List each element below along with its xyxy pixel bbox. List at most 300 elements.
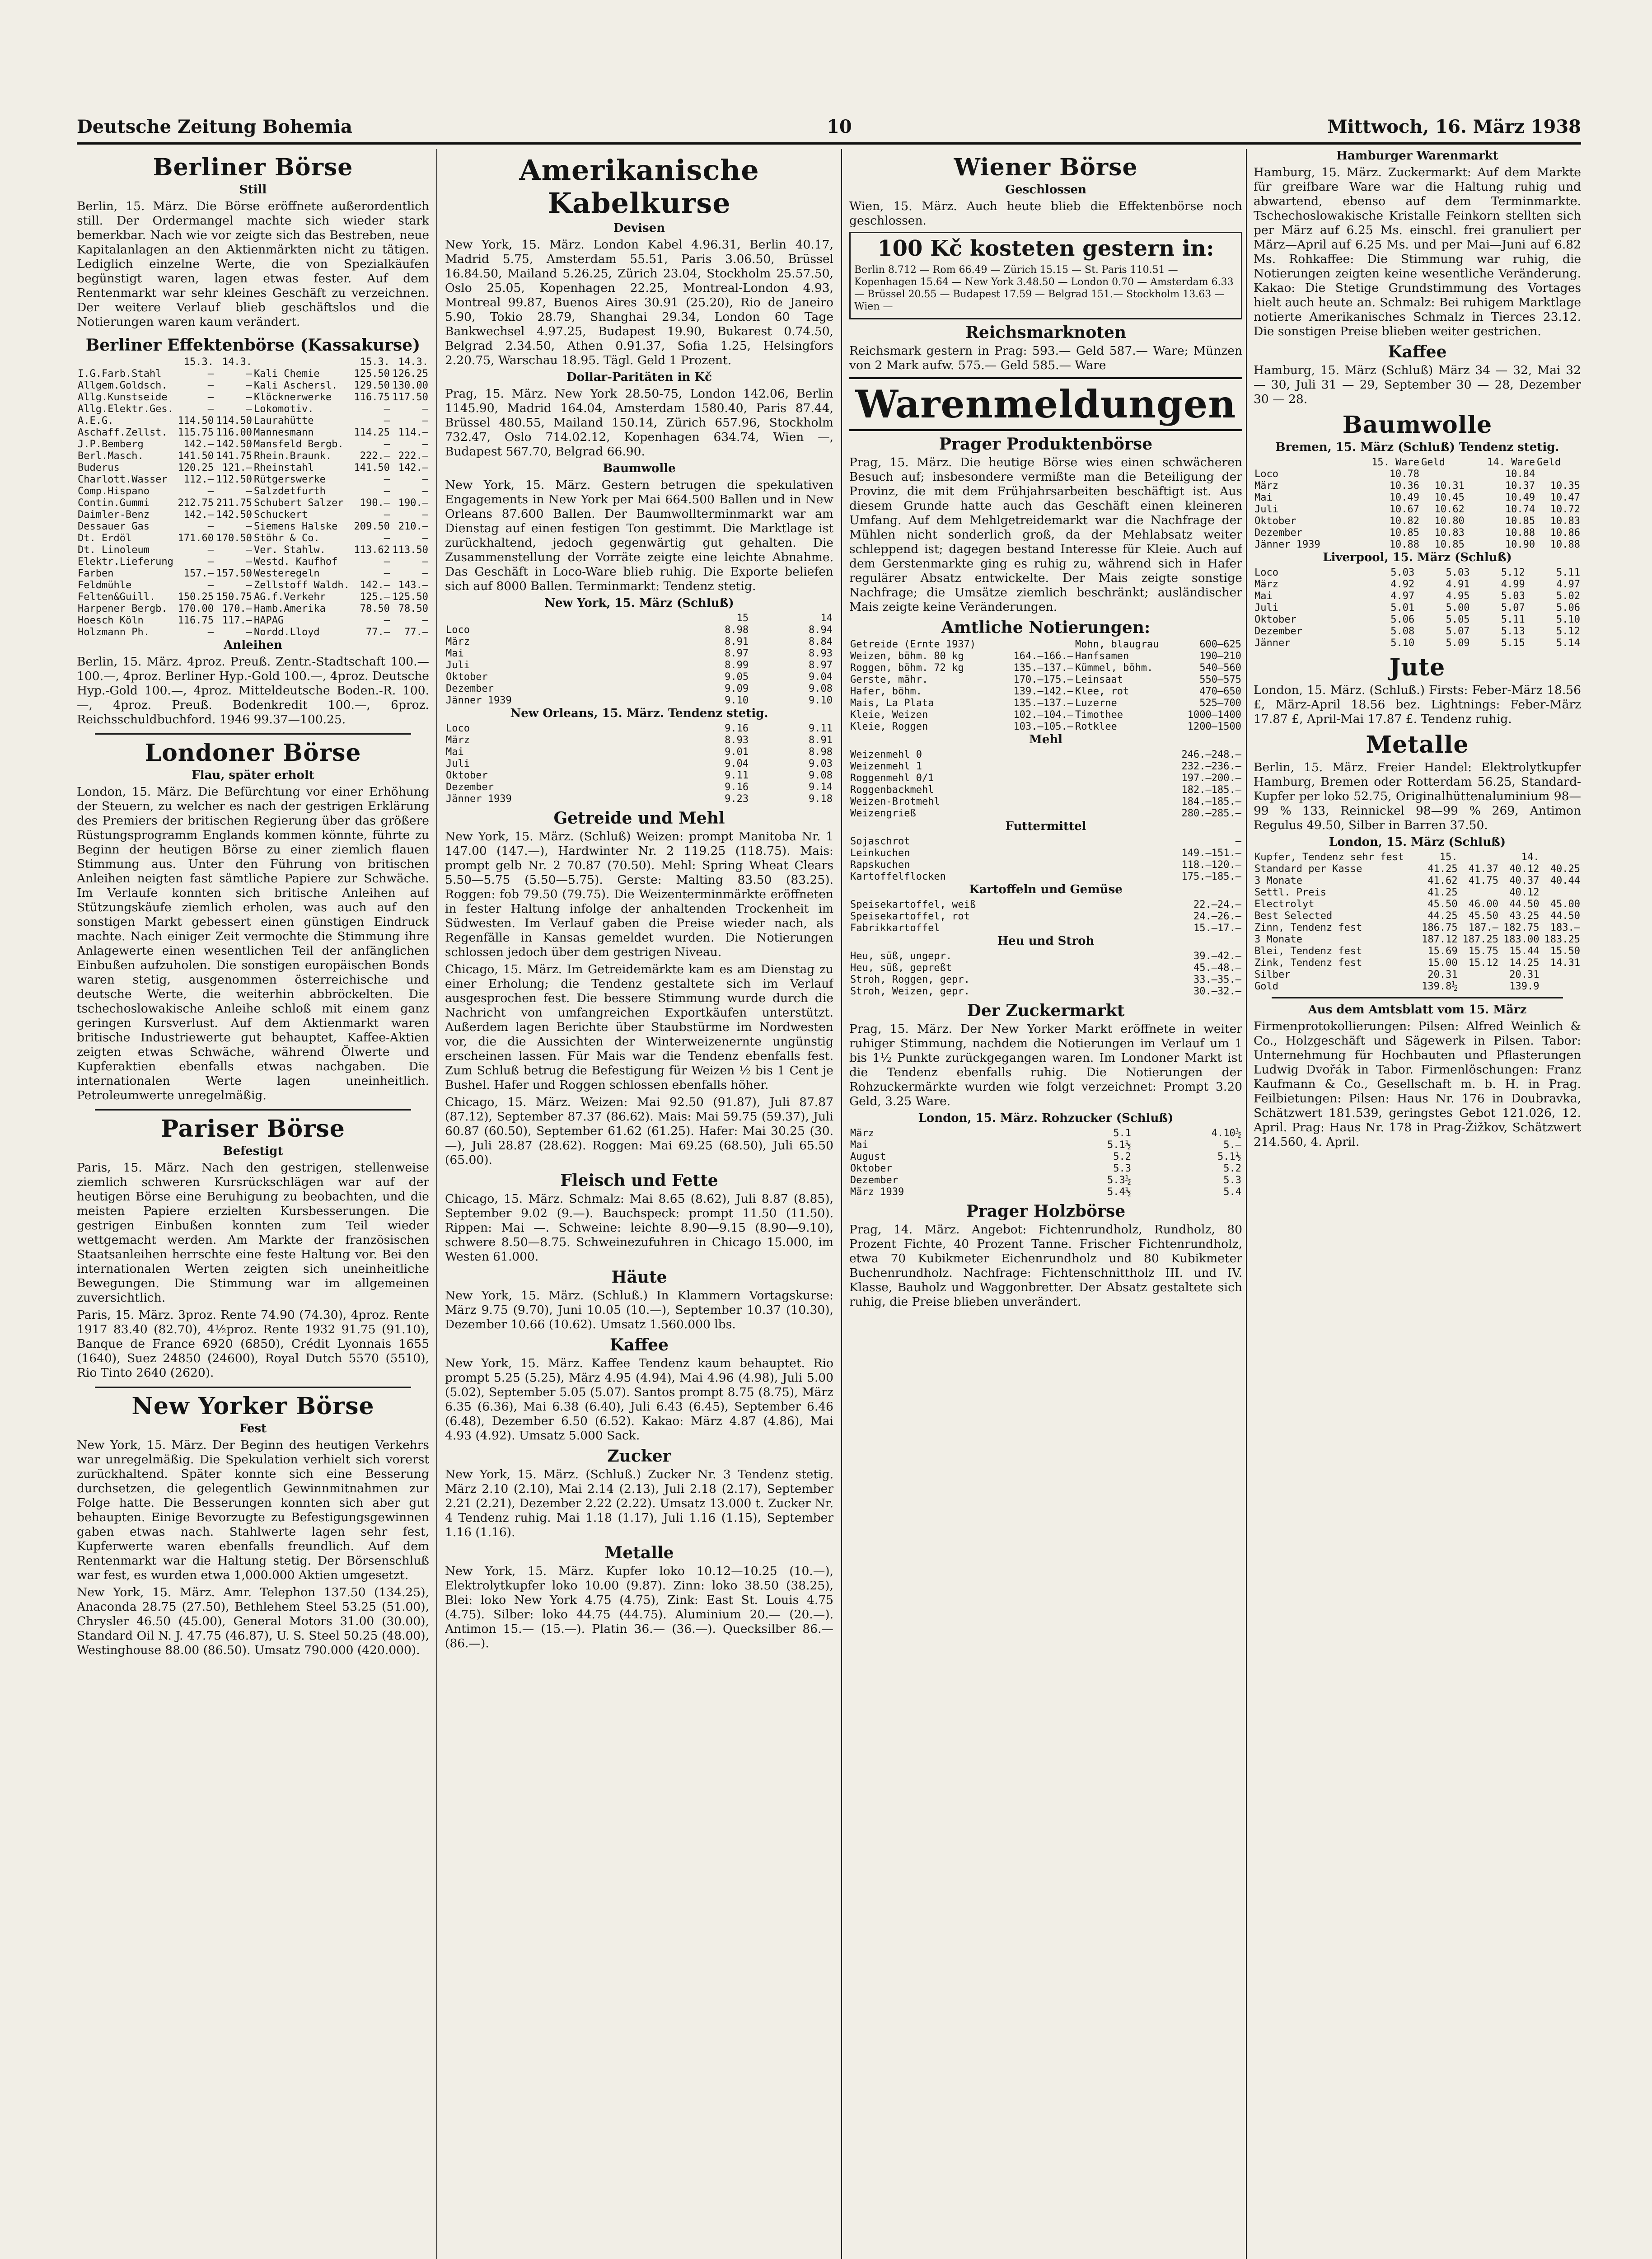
divider [95, 733, 411, 735]
article-text: Berlin, 15. März. Die Börse eröffnete außerordentlich still. Der Ordermangel machte sich wieder stark bemerkbar. Nach wie vor zeigte sich das Bestreben, neue Kapitalanlagen an den Aktienmärkten nicht zu tätigen. Lediglich einzelne Werte, die von Spezialkäufen begünstigt waren, lagen etwas fester. Auf dem Rentenmarkt war sehr kleines Geschäft zu verzeichnen. Der weitere Verlauf blieb geschäftslos und die Notierungen waren kaum verändert. [77, 199, 429, 329]
table-row [77, 568, 429, 580]
table-cell: Loco [1254, 469, 1278, 480]
table-row [849, 1163, 1242, 1175]
table-cell: Weizengrieß [850, 808, 916, 819]
table-cell: 45.00 [1550, 899, 1580, 910]
section-title: Prager Holzbörse [966, 1202, 1126, 1221]
section-title: Amtliche Notierungen: [941, 618, 1151, 637]
table-cell: 5.07 [1501, 602, 1525, 614]
table-cell: 5.05 [1446, 614, 1470, 625]
table-cell: Aschaff.Zellst. [78, 427, 168, 438]
table-cell: Kleie, Weizen [850, 709, 928, 721]
table-cell: 232.—236.— [1181, 761, 1241, 772]
table-cell: 149.—151.— [1181, 848, 1241, 859]
table-row [445, 648, 833, 660]
table-cell: 114.— [398, 427, 428, 438]
table-cell: AG.f.Verkehr [253, 591, 326, 603]
table-cell: 121.— [222, 462, 252, 473]
table-cell: 41.75 [1468, 875, 1499, 886]
table-cell: Allg.Kunstseide [78, 392, 168, 403]
table-caption: London, 15. März. Rohzucker (Schluß) [918, 1111, 1174, 1125]
newyork-section [77, 1392, 429, 1658]
table-row [1254, 591, 1581, 602]
table-cell: 9.10 [725, 695, 749, 706]
bremen-table [1254, 457, 1581, 551]
table-cell: Zellstoff Waldh. [253, 580, 350, 591]
table-cell: Heu, süß, gepreßt [850, 962, 952, 974]
table-cell: 9.08 [809, 683, 833, 694]
table-cell: Roggen, böhm. 72 kg [850, 662, 964, 674]
table-row [849, 796, 1242, 808]
table-cell [1459, 969, 1499, 981]
section-title: Zucker [607, 1447, 671, 1466]
table-cell: Oktober [1254, 614, 1296, 625]
table-cell: 9.16 [725, 723, 749, 734]
table-cell: 9.16 [725, 782, 749, 793]
table-cell: 113.62 [354, 544, 390, 556]
table-cell: Getreide (Ernte 1937) [850, 639, 976, 650]
table-cell: — [384, 509, 390, 520]
table-cell: 9.14 [809, 782, 833, 793]
table-cell: März 1939 [850, 1186, 904, 1198]
table-row [1254, 504, 1581, 516]
table-row [77, 462, 429, 474]
table-cell: 170.50 [216, 533, 252, 544]
table-row [1254, 863, 1581, 875]
table-cell: 9.01 [725, 746, 749, 758]
table-cell: Rapskuchen [850, 859, 910, 871]
table-cell: 141.75 [216, 450, 252, 462]
article-text: New York, 15. März. (Schluß) Weizen: prompt Manitoba Nr. 1 147.00 (147.—), Hardwinter Nr. 2 119.25 (118.75). Mais: prompt gelb Nr. 2 70.87 (70.50). Mehl: Spring Wheat Clears 5.50—5.75 (5.50—5.75). Gerste: Malting 83.50 (83.25). Roggen: fob 79.50 (79.75). Die Weizenterminmärkte eröffneten in fester Haltung infolge der anhaltenden Trockenheit im Südwesten. Im Verlauf gaben die Preise wieder nach, als Regenfälle in Kansas gemeldet wurden. Die Notierungen schlossen jedoch über dem gestrigen Niveau. [445, 830, 833, 959]
section-subtitle: Dollar-Paritäten in Kč [566, 370, 712, 384]
column-1 [77, 149, 429, 2259]
section-title: Der Zuckermarkt [967, 1001, 1125, 1020]
table-cell: Jänner 1939 [446, 793, 512, 805]
table-cell: 5.03 [1446, 567, 1470, 578]
quote-text: New York, 15. März. Amr. Telephon 137.50 (134.25), Anaconda 28.75 (27.50), Bethlehem Steel 53.25 (51.00), Chrysler 46.50 (45.00), General Motors 31.00 (30.00), Standard Oil N. J. 47.75 (46.87), U. S. Steel 50.25 (48.00), Westinghouse 88.00 (86.50). Umsatz 790.000 (420.000). [77, 1585, 429, 1657]
table-cell: 15.69 [1427, 946, 1458, 957]
table-cell: — [384, 474, 390, 485]
table-cell: — [422, 474, 428, 485]
section-subtitle: Futtermittel [1005, 820, 1086, 833]
table-cell: — [246, 627, 252, 638]
table-cell: HAPAG [253, 615, 284, 626]
table-row [77, 439, 429, 450]
table-cell: 40.12 [1509, 887, 1540, 898]
table-cell: Westeregeln [253, 568, 320, 579]
table-cell: 1000—1400 [1187, 709, 1241, 721]
table-cell: 125.— [360, 591, 390, 603]
table-cell: 14.3. [222, 356, 252, 368]
table-cell: 9.04 [725, 758, 749, 769]
table-row [849, 1139, 1242, 1151]
table-cell: Kleie, Roggen [850, 721, 928, 732]
table-caption: New York, 15. März (Schluß) [544, 596, 734, 610]
table-cell: 10.31 [1434, 480, 1465, 492]
table-cell: — [207, 403, 214, 415]
masthead-title: Deutsche Zeitung Bohemia [77, 116, 352, 137]
quote-text: Paris, 15. März. 3proz. Rente 74.90 (74.30), 4proz. Rente 1917 83.40 (82.70), 4½proz. Rente 1932 91.75 (91.10), Banque de France 6920 (6850), Crédit Lyonnais 1655 (1640), Suez 24850 (24600), Royal Dutch 5570 (5510), Rio Tinto 2640 (2620). [77, 1308, 429, 1380]
table-cell: 5.15 [1501, 637, 1525, 649]
london-section [77, 739, 429, 1103]
table-cell: 186.75 [1422, 922, 1458, 933]
table-cell: 15.00 [1427, 957, 1458, 969]
article-text: New York, 15. März. Kupfer loko 10.12—10.25 (10.—), Elektrolytkupfer loko 10.00 (9.87). Zinn: loko 38.50 (38.25), Blei: loko New York 4.75 (4.75), Zink: East St. Louis 4.75 (4.75). Silber: loko 44.75 (44.75). Aluminium 20.— (20.—). Antimon 15.— (15.—). Platin 36.— (36.—). Quecksilber 86.— (86.—). [445, 1564, 833, 1650]
table-cell: — [207, 521, 214, 532]
table-row [445, 660, 833, 671]
table-cell: 116.75 [178, 615, 214, 626]
kassa-section [77, 336, 429, 727]
table-cell: 157.— [183, 568, 214, 579]
table-cell: Lokomotiv. [253, 403, 314, 415]
table-header-row [77, 356, 429, 368]
table-cell: Mai [1254, 591, 1273, 602]
article-text: Hamburg, 15. März. Zuckermarkt: Auf dem Markte für greifbare Ware war die Haltung ruhig und abwartend, ebenso auf dem Terminmarkte. Tschechoslowakische Kristalle Feinkorn stellten sich per März auf 6.25 Ms. einschl. frei granuliert per März—April auf 6.25 Ms. und per Mai—Juni auf 6.82 Ms. Rohkaffee: Die Stimmung war ruhig, die Notierungen zeigten keine wesentliche Veränderung. Kakao: Die Stetige Grundstimmung des Vortages hielt auch heute an. Schmalz: Bei ruhigem Marktlage notierte Amerikanisches Schmalz in Tierces 23.12. Die sonstigen Preise blieben weiter gestrichen. [1254, 165, 1581, 338]
table-cell: 44.50 [1550, 910, 1580, 922]
table-cell: 183.25 [1544, 934, 1580, 945]
table-cell: 525—700 [1199, 698, 1241, 709]
table-cell: 116.00 [216, 427, 252, 438]
table-cell: 115.75 [178, 427, 214, 438]
table-cell: 8.91 [725, 636, 749, 647]
table-cell: 9.09 [725, 683, 749, 694]
table-cell: Schubert Salzer [253, 497, 344, 509]
table-cell [1459, 981, 1499, 993]
table-cell: 4.92 [1390, 579, 1415, 590]
table-cell: 24.—26.— [1193, 911, 1241, 922]
table-cell [1459, 887, 1499, 899]
table-caption: Bremen, 15. März (Schluß) Tendenz stetig. [1275, 441, 1559, 454]
table-cell: März [1254, 579, 1278, 590]
exchange-box-title: 100 Kč kosteten gestern in: [877, 236, 1214, 261]
london-zucker-table [849, 1128, 1242, 1198]
article-text: Prag, 15. März. Die heutige Börse wies einen schwächeren Besuch auf; insbesondere vermißte man die Beteiligung der Provinz, die mit dem Frühjahrsarbeiten beschäftigt ist. Aus diesem Grunde hatte auch das Geschäft einen kleineren Umfang. Auf dem Mehlgetreidemarkt war die Nachfrage der Mühlen nicht sonderlich groß, da der Mehlabsatz weiter schleppend ist; dagegen bestand Interesse für Kleie. Auch auf dem Gerstenmarkte ging es ruhig zu, während sich in Hafer regulärer Absatz entwickelte. Der Mais zeigte sonstige Nachfrage; die Umsätze ziemlich beschränkt; ausländischer Mais zeigte keine Veränderungen. [849, 455, 1242, 614]
table-cell: 211.75 [216, 497, 252, 509]
table-cell: Laurahütte [253, 415, 314, 426]
table-cell: 10.67 [1389, 504, 1420, 515]
table-cell: März [446, 735, 470, 746]
article-text: Wien, 15. März. Auch heute blieb die Effektenbörse noch geschlossen. [849, 199, 1242, 228]
table-cell: 45.—48.— [1193, 962, 1241, 974]
table-cell: 129.50 [354, 380, 390, 391]
table-cell: 5.10 [1390, 637, 1415, 649]
article-text: New York, 15. März. Kaffee Tendenz kaum behauptet. Rio prompt 5.25 (5.25), März 4.95 (4.94), Mai 4.96 (4.98), Juli 5.00 (5.02), September 5.05 (5.07). Santos prompt 8.75 (8.75), März 6.35 (6.36), Mai 6.38 (6.40), Juli 6.43 (6.45), September 6.46 (6.48), Dezember 6.50 (6.52). Kakao: März 4.87 (4.86), Mai 4.93 (4.92). Umsatz 5.000 Sack. [445, 1356, 833, 1443]
table-cell: 142.— [360, 580, 390, 591]
section-title: Fleisch und Fette [560, 1171, 718, 1190]
table-cell: Harpener Bergb. [78, 603, 168, 614]
table-row [77, 544, 429, 556]
table-cell: 15. [1439, 852, 1458, 863]
table-cell: Oktober [446, 671, 488, 683]
liverpool-table [1254, 567, 1581, 649]
section-title: Metalle [1366, 731, 1469, 759]
table-cell: 184.—185.— [1181, 796, 1241, 807]
table-cell: Dessauer Gas [78, 521, 150, 532]
table-cell: 114.50 [178, 415, 214, 426]
table-cell: — [422, 509, 428, 520]
table-cell: 15. Ware [1371, 457, 1420, 468]
table-cell: Farben [78, 568, 114, 579]
table-cell: 10.88 [1550, 539, 1580, 550]
table-cell: — [422, 439, 428, 450]
page-number: 10 [827, 116, 852, 137]
table-cell: Settl. Preis [1254, 887, 1326, 898]
table-cell: 187.— [1468, 922, 1499, 933]
table-cell: A.E.G. [78, 415, 114, 426]
table-row [849, 698, 1242, 709]
table-header-row [1254, 457, 1581, 469]
table-cell: 10.84 [1505, 469, 1535, 480]
table-row [849, 923, 1242, 934]
table-cell: 102.—104.— [1013, 709, 1073, 721]
table-cell: 10.72 [1550, 504, 1580, 515]
table-cell: 41.25 [1427, 863, 1458, 875]
table-cell: 113.50 [392, 544, 428, 556]
table-cell: Oktober [446, 770, 488, 781]
table-cell: 8.99 [725, 660, 749, 671]
section-title: Baumwolle [1342, 411, 1493, 439]
table-cell: 10.49 [1505, 492, 1535, 503]
table-row [849, 1186, 1242, 1198]
column-4 [1254, 149, 1581, 2259]
table-cell: 112.— [183, 474, 214, 485]
section-title: Berliner Börse [153, 154, 353, 181]
article-text: Chicago, 15. März. Im Getreidemärkte kam es am Dienstag zu einer Erholung; die Tendenz gestaltete sich im Verlauf ausgesprochen fest. Die bessere Stimmung wurde durch die Nachricht von umfangreichen Exportkäufen unterstützt. Außerdem lagen Berichte über Staubstürme im Nordwesten vor, die die Aussichten der Winterweizenernte ungünstig erscheinen lassen. Für Mais war die Tendenz ebenfalls fest. Zum Schluß betrug die Befestigung für Weizen ½ bis 1 Cent je Bushel. Hafer und Roggen schlossen ebenfalls höher. [445, 962, 833, 1092]
table-caption: New Orleans, 15. März. Tendenz stetig. [510, 707, 768, 720]
article-text: Hamburg, 15. März (Schluß) März 34 — 32, Mai 32 — 30, Juli 31 — 29, September 30 — 28, Dezember 30 — 28. [1254, 363, 1581, 406]
table-cell: 187.25 [1462, 934, 1499, 945]
table-cell: 197.—200.— [1181, 773, 1241, 784]
table-cell: 4.97 [1556, 579, 1580, 590]
table-cell: Klee, rot [1075, 686, 1129, 697]
table-cell: 5.12 [1501, 567, 1525, 578]
divider [95, 1387, 411, 1388]
article-text: New York, 15. März. Der Beginn des heutigen Verkehrs war unregelmäßig. Die Spekulation verhielt sich vorerst zurückhaltend. Später konnte sich eine Besserung durchsetzen, die gelegentlich Gewinnmitnahmen zur Folge hatte. Die Besserungen konnten sich aber gut behaupten. Einige Bevorzugte zu Befestigungsgewinnen gaben etwas nach. Stahlwerte lagen sehr fest, Kupferwerte waren ebenfalls freundlich. Auf dem Rentenmarkt war die Haltung stetig. Der Börsenschluß war fest, es wurden etwa 1,000.000 Aktien umgesetzt. [77, 1438, 429, 1582]
table-cell: Felten&Guill. [78, 591, 156, 603]
table-cell: — [384, 533, 390, 544]
section-title: Reichsmarknoten [965, 323, 1127, 342]
table-cell: Gerste, mähr. [850, 674, 928, 685]
article-text: New York, 15. März. (Schluß.) Zucker Nr. 3 Tendenz stetig. März 2.10 (2.10), Mai 2.14 (2.13), Juli 2.18 (2.17), September 2.21 (2.21), Dezember 2.22 (2.22). Umsatz 13.000 t. Zucker Nr. 4 Tendenz ruhig. Mai 1.18 (1.17), Juli 1.16 (1.15), September 1.16 (1.16). [445, 1467, 833, 1539]
table-cell: Oktober [1254, 516, 1296, 527]
table-cell: Comp.Hispano [78, 486, 150, 497]
table-cell: 114.50 [216, 415, 252, 426]
table-row [1254, 480, 1581, 492]
table-header-row [445, 613, 833, 624]
table-cell: Juli [1254, 602, 1278, 614]
table-row [1254, 516, 1581, 527]
table-cell: — [384, 568, 390, 579]
column-rule [841, 149, 842, 2259]
section-subtitle: Geschlossen [1005, 183, 1087, 197]
table-cell: 112.50 [216, 474, 252, 485]
table-cell: — [246, 556, 252, 567]
table-cell: Silber [1254, 969, 1291, 980]
table-cell: 8.84 [809, 636, 833, 647]
table-cell: Geld [1421, 457, 1446, 468]
table-cell: 8.91 [809, 735, 833, 746]
table-cell: 43.25 [1509, 910, 1540, 922]
table-row [849, 986, 1242, 998]
table-cell: Zink, Tendenz fest [1254, 957, 1362, 969]
article-text: Berlin, 15. März. 4proz. Preuß. Zentr.-Stadtschaft 100.— 100.—, 4proz. Berliner Hyp.-Gold 100.—, 4proz. Deutsche Hyp.-Gold 100.—, 4proz. Mitteldeutsche Boden.-R. 100.—, 4proz. Preuß. Bodenkredit 100.—, 6proz. Reichsschuldbuchford. 1946 99.37—100.25. [77, 655, 429, 726]
table-cell: 5.03 [1390, 567, 1415, 578]
column-rule [436, 149, 437, 2259]
table-row [77, 603, 429, 615]
section-subtitle: Baumwolle [603, 462, 676, 475]
table-cell: Siemens Halske [253, 521, 338, 532]
table-row [849, 1128, 1242, 1139]
table-cell: Charlott.Wasser [78, 474, 168, 485]
table-cell: Dezember [1254, 527, 1302, 539]
table-cell: 1200—1500 [1187, 721, 1241, 732]
table-cell: 9.04 [809, 671, 833, 683]
article-text: Chicago, 15. März. Schmalz: Mai 8.65 (8.62), Juli 8.87 (8.85), September 9.02 (9.—). Bauchspeck: prompt 11.50 (11.50). Rippen: Mai —. Schweine: leichte 8.90—9.15 (8.90—9.10), schwere 8.50—8.75. Schweinezufuhren in Chicago 15.000, im Westen 61.000. [445, 1192, 833, 1264]
table-cell: Speisekartoffel, weiß [850, 899, 976, 910]
table-cell: 5.— [1223, 1139, 1241, 1151]
table-row [445, 735, 833, 746]
table-cell: 125.50 [392, 591, 428, 603]
table-cell: 5.4 [1223, 1186, 1241, 1198]
table-row [77, 509, 429, 521]
table-row [77, 380, 429, 392]
section-subtitle: Devisen [613, 221, 665, 235]
table-row [77, 521, 429, 533]
table-cell: 33.—35.— [1193, 974, 1241, 985]
table-cell [1001, 639, 1074, 651]
table-row [849, 808, 1242, 820]
column-3 [849, 149, 1242, 2259]
table-cell: — [422, 568, 428, 579]
table-cell: 14.25 [1509, 957, 1540, 969]
table-cell: 8.98 [725, 624, 749, 636]
table-cell: — [1235, 836, 1241, 847]
table-cell: Hoesch Köln [78, 615, 144, 626]
table-cell: 5.01 [1390, 602, 1415, 614]
table-caption: Liverpool, 15. März (Schluß) [1323, 551, 1512, 564]
section-title: Londoner Börse [145, 739, 361, 767]
table-row [1254, 969, 1581, 981]
table-cell: Feldmühle [78, 580, 132, 591]
masthead [77, 115, 1581, 145]
table-cell: 182.75 [1503, 922, 1540, 933]
table-cell: 10.86 [1550, 527, 1580, 539]
table-cell: 210.— [398, 521, 428, 532]
table-cell: Roggenbackmehl [850, 784, 934, 796]
table-cell: 5.1½ [1217, 1151, 1241, 1162]
table-cell: Leinsaat [1075, 674, 1123, 685]
table-cell: 15 [736, 613, 749, 624]
table-cell: Geld [1537, 457, 1561, 468]
table-cell: 5.03 [1501, 591, 1525, 602]
section-title: Prager Produktenbörse [939, 435, 1153, 454]
table-cell: — [207, 380, 214, 391]
table-cell: Fabrikkartoffel [850, 923, 940, 934]
table-cell: 170.—175.— [1013, 674, 1073, 685]
table-cell: 5.2 [1223, 1163, 1241, 1174]
table-cell: 187.12 [1422, 934, 1458, 945]
table-cell [77, 356, 176, 368]
table-cell: Juli [446, 660, 470, 671]
table-cell: Nordd.Lloyd [253, 627, 320, 638]
table-cell: 246.—248.— [1181, 749, 1241, 760]
table-cell: — [246, 368, 252, 380]
section-subtitle: Flau, später erholt [192, 769, 314, 782]
table-row [77, 615, 429, 627]
section-subtitle: Mehl [1029, 733, 1063, 746]
table-cell [1536, 469, 1581, 480]
section-subtitle: Anleihen [224, 638, 282, 652]
section-subtitle: Fest [239, 1422, 267, 1435]
table-cell: Juli [1254, 504, 1278, 515]
table-row [445, 695, 833, 707]
table-cell: 14 [820, 613, 833, 624]
table-cell: Blei, Tendenz fest [1254, 946, 1362, 957]
table-cell: 10.36 [1389, 480, 1420, 492]
table-cell: — [384, 439, 390, 450]
table-row [77, 368, 429, 380]
table-cell: Leinkuchen [850, 848, 910, 859]
table-cell: Mai [850, 1139, 868, 1151]
table-cell: 9.11 [725, 770, 749, 781]
table-cell: — [384, 486, 390, 497]
table-row [849, 709, 1242, 721]
table-cell: 15.75 [1468, 946, 1499, 957]
table-cell: 10.82 [1389, 516, 1420, 527]
table-row [849, 639, 1242, 651]
table-cell: 120.25 [178, 462, 214, 473]
table-cell: 10.83 [1550, 516, 1580, 527]
kartoffel-table [849, 899, 1242, 934]
table-cell: 44.50 [1509, 899, 1540, 910]
table-cell: Ver. Stahlw. [253, 544, 326, 556]
table-cell: 5.12 [1556, 626, 1580, 637]
table-row [77, 627, 429, 638]
table-cell: 44.25 [1427, 910, 1458, 922]
table-cell: 45.50 [1468, 910, 1499, 922]
table-row [849, 899, 1242, 911]
table-cell: 8.94 [809, 624, 833, 636]
table-cell: Salzdetfurth [253, 486, 326, 497]
table-cell: März [446, 636, 470, 647]
table-cell: 45.50 [1427, 899, 1458, 910]
table-row [1254, 469, 1581, 480]
table-cell: 14. [1521, 852, 1540, 863]
table-cell: 4.91 [1446, 579, 1470, 590]
table-cell: I.G.Farb.Stahl [78, 368, 162, 380]
section-subtitle: Aus dem Amtsblatt vom 15. März [1308, 1003, 1527, 1017]
table-cell: 30.—32.— [1193, 986, 1241, 997]
table-cell: 5.06 [1390, 614, 1415, 625]
table-cell: 171.60 [178, 533, 214, 544]
table-cell: 22.—24.— [1193, 899, 1241, 910]
table-cell: 139.8½ [1422, 981, 1458, 992]
table-cell: 142.— [183, 509, 214, 520]
table-cell: Stöhr & Co. [253, 533, 320, 544]
article-text: New York, 15. März. London Kabel 4.96.31, Berlin 40.17, Madrid 5.75, Amsterdam 55.51, Paris 3.06.50, Brüssel 16.84.50, Mailand 5.26.25, Zürich 23.04, Stockholm 25.57.50, Oslo 25.05, Kopenhagen 22.25, Montreal-London 4.93, Montreal 99.87, Buenos Aires 30.91 (25.20), Rio de Janeiro 5.90, Tokio 28.79, Shanghai 29.34, London 60 Tage Bankwechsel 4.97.25, Budapest 19.90, Bukarest 0.74.50, Belgrad 2.34.50, Athen 0.91.37, Sofia 1.25, Helsingfors 2.20.75, Warschau 18.95. Tägl. Geld 1 Prozent. [445, 238, 833, 367]
table-row [849, 674, 1242, 686]
table-cell: 78.50 [360, 603, 390, 614]
table-cell: Stroh, Roggen, gepr. [850, 974, 970, 985]
table-cell: 114.25 [354, 427, 390, 438]
table-cell: 142.— [398, 462, 428, 473]
table-cell: — [207, 580, 214, 591]
table-cell: 550—575 [1199, 674, 1241, 685]
table-cell: 222.— [398, 450, 428, 462]
section-title: Warenmeldungen [849, 377, 1242, 431]
table-row [1254, 637, 1581, 649]
divider [95, 1109, 411, 1111]
